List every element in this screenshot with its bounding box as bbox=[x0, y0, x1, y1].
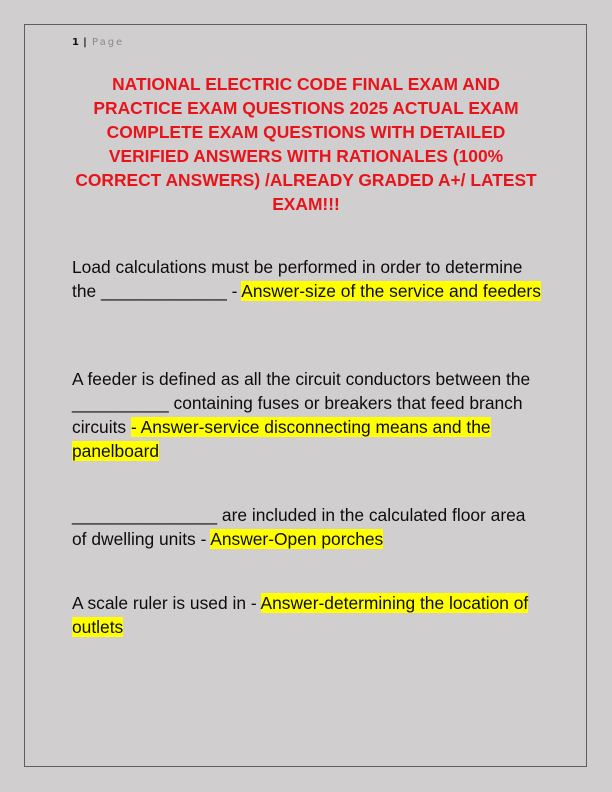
document-title: NATIONAL ELECTRIC CODE FINAL EXAM AND PRACTICE EXAM QUESTIONS 2025 ACTUAL EXAM COMPLETE EXAM QUESTIONS WITH DETAILED VERIFIED ANSWERS WITH RATIONALES (100% CORRECT ANSWERS) /ALREADY GRADED A+/ LATEST EXAM!!! bbox=[75, 74, 537, 214]
answer-highlight: Answer-Open porches bbox=[210, 529, 384, 549]
page-label: Page bbox=[92, 37, 125, 48]
answer-highlight: Answer-size of the service and feeders bbox=[241, 281, 541, 301]
page-number: 1 bbox=[72, 37, 79, 48]
answer-highlight: - Answer-service disconnecting means and the panelboard bbox=[72, 417, 491, 461]
page-number-separator: | bbox=[83, 37, 87, 48]
qa-item-1 bbox=[72, 255, 544, 303]
page-number-header bbox=[72, 37, 124, 49]
question-text: A feeder is defined as all the circuit conductors between the __________ containing fuses or breakers that feed branch circuits bbox=[72, 369, 531, 437]
question-text: _______________ are included in the calculated floor area of dwelling units - bbox=[72, 505, 526, 549]
qa-item-4 bbox=[72, 591, 544, 639]
qa-item-3 bbox=[72, 503, 544, 551]
qa-item-2 bbox=[72, 367, 544, 463]
question-text: Load calculations must be performed in order to determine the _____________ - bbox=[72, 257, 523, 301]
answer-highlight: Answer-determining the location of outlets bbox=[72, 593, 529, 637]
question-text: A scale ruler is used in - bbox=[72, 593, 261, 613]
